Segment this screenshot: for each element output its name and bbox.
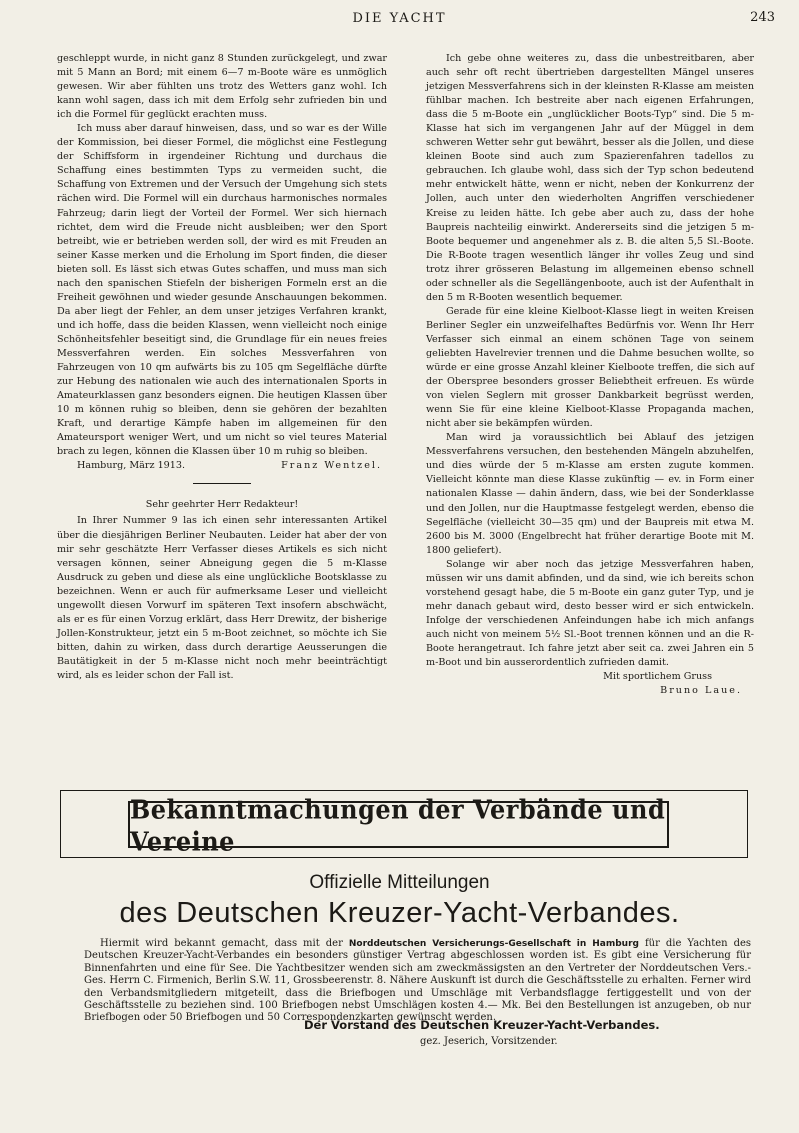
right-column bbox=[426, 52, 754, 698]
place-date: Hamburg, März 1913. bbox=[77, 460, 186, 472]
article-paragraph: geschleppt wurde, in nicht ganz 8 Stunden zurückgelegt, und zwar mit 5 Mann an Bord; mit einem 6—7 m-Boote wäre es unmöglich gewesen. Wir aber fühlten uns trotz des Wetters ganz wohl. Ich kann wohl sagen, dass ich mit dem Erfolg sehr zufrieden bin und ich die Formel für geglückt erachten muss. bbox=[57, 53, 387, 121]
chairman-signature: gez. Jeserich, Vorsitzender. bbox=[420, 1036, 558, 1047]
article-paragraph: Ich muss aber darauf hinweisen, dass, und so war es der Wille der Kommission, bei dieser Formel, die möglichst eine Festlegung der Schiffsform in irgendeiner Richtung und durchaus die Schaffung eines bestimmten Typs zu vermeiden sucht, die Schaffung von Extremen und der Versuch der Umgehung sich stets rächen wird. Die Formel will ein durchaus harmonisches normales Fahrzeug; darin liegt der Vorteil der Formel. Wer sich hiernach richtet, dem wird die Freude nicht ausbleiben; wer den Sport betreibt, wie er betrieben werden soll, der wird es mit Freuden an seiner Kasse merken und die Erholung im Sport finden, die dieser bieten soll. Es lässt sich etwas Gutes schaffen, und muss man sich nach den spanischen Stiefeln der bisherigen Formeln erst an die Freiheit gewöhnen und wieder gesunde Anschauungen bekommen. Da aber liegt der Fehler, an dem unser jetziges Verfahren krankt, und ich hoffe, dass die beiden Klassen, wenn vielleicht noch einige Schönheitsfehler beseitigt sind, die Grundlage für ein neues freies Messverfahren werden. Ein solches Messverfahren von Fahrzeugen von 10 qm aufwärts bis zu 105 qm Segelfläche dürfte zur Hebung des nationalen wie auch des internationalen Sports in Amateurklassen ganz besonders eignen. Die heutigen Klassen über 10 m können ruhig so bleiben, denn sie gehören der bezahlten Kraft, und derartige Kämpfe haben im allgemeinen für den Amateursport weniger Wert, und um nicht so viel teures Material brach zu legen, können die Klassen über 10 m ruhig so bleiben. bbox=[57, 123, 387, 458]
notice-intro: Hiermit wird bekannt gemacht, dass mit der bbox=[100, 938, 343, 949]
announcement-banner bbox=[128, 792, 669, 857]
board-signature: Der Vorstand des Deutschen Kreuzer-Yacht-Verbandes. bbox=[304, 1018, 660, 1032]
notice-body: für die Yachten des Deutschen Kreuzer-Yacht-Verbandes ein besonders günstiger Vertrag abgeschlossen worden ist. Es gibt eine Versicherung für Binnenfahrten und eine für See. Die Yachtbesitzer wenden sich am zweckmässigsten an den Vertreter der Norddeutschen Vers.-Ges. Herrn C. Firmenich, Berlin S.W. 11, Grossbeerenstr. 8. Nähere Auskunft ist durch die Geschäftsstelle zu erhalten. Ferner wird den Verbandsmitgliedern mitgeteilt, dass die Briefbogen und Umschläge mit Verbandsflagge fertiggestellt und von der Geschäftsstelle zu beziehen sind. 100 Briefbogen nebst Umschlägen kosten 4.— Mk. Bei den Bestellungen ist anzugeben, ob nur Briefbogen oder 50 Briefbogen und 50 Correspondenzkarten gewünscht werden. bbox=[84, 938, 752, 1024]
section-divider bbox=[193, 483, 251, 484]
notice-paragraph bbox=[84, 938, 751, 1025]
letter-paragraph: Ich gebe ohne weiteres zu, dass die unbestreitbaren, aber auch sehr oft recht übertrieben dargestellten Mängel unseres jetzigen Messverfahrens sich in der kleinsten R-Klasse am meisten fühlbar machen. Ich bestreite aber nach eigenen Erfahrungen, dass die 5 m-Boote ein „unglücklicher Boots-Typ“ sind. Die 5 m-Klasse hat sich im vergangenen Jahr auf der Müggel in dem schweren Wetter sehr gut bewährt, besser als die Jollen, und diese kleinen Boote sind auch zum Spazierenfahren tadellos zu gebrauchen. Ich glaube wohl, dass sich der Typ schon bedeutend mehr entwickelt hätte, wenn er nicht, neben der Konkurrenz der Jollen, auch unter den wiederholten Angriffen verschiedener Kreise zu leiden hätte. Ich gebe aber auch zu, dass der hohe Baupreis nachteilig einwirkt. Andererseits sind die jetzigen 5 m-Boote bequemer und angenehmer als z. B. die alten 5,5 Sl.-Boote. Die R-Boote tragen wesentlich länger ihr volles Zeug und sind trotz ihrer grösseren Belastung im allgemeinen ebenso schnell oder schneller als die Segellängenboote, auch ist der Aufenthalt in den 5 m R-Booten wesentlich bequemer. bbox=[426, 53, 754, 303]
insurance-company: Norddeutschen Versicherungs-Gesellschaft in Hamburg bbox=[348, 939, 639, 949]
announcement-notice bbox=[84, 938, 751, 1025]
author-name: Franz Wentzel. bbox=[281, 460, 382, 472]
page-number: 243 bbox=[750, 10, 775, 25]
left-column bbox=[57, 52, 387, 683]
letter-signature: Bruno Laue. bbox=[660, 685, 742, 697]
letter-paragraph: Gerade für eine kleine Kielboot-Klasse liegt in weiten Kreisen Berliner Segler ein unzweifelhaftes Bedürfnis vor. Wenn Ihr Herr Verfasser sich einmal an einem schönen Tage von seinem geliebten Havelrevier trennen und die Dahme besuchen wollte, so würde er eine grosse Anzahl kleiner Kielboote treffen, die sich auf der Oberspree besonders grosser Beliebtheit erfreuen. Es würde von vielen Seglern mit grosser Dankbarkeit begrüsst werden, wenn Sie für eine kleine Kielboot-Klasse Propaganda machen, nicht aber sie bekämpfen würden. bbox=[426, 305, 754, 430]
banner-title: Bekanntmachungen der Verbände und Vereine bbox=[130, 792, 666, 857]
letter-closing: Mit sportlichem Gruss bbox=[603, 671, 712, 683]
article-signature-row bbox=[57, 459, 387, 473]
letter-paragraph: Man wird ja voraussichtlich bei Ablauf des jetzigen Messverfahrens versuchen, den bestehenden Mängeln abzuhelfen, und dies würde der 5 m-Klasse am ersten zugute kommen. Vielleicht könnte man diese Klasse zukünftig — ev. in Form einer nationalen Klasse — dahin ändern, dass, wie bei der Sonderklasse und den Jollen, nur die Hauptmasse festgelegt werden, ebenso die Segelfläche (vielleicht 30—35 qm) und der Baupreis mit etwa M. 2600 bis M. 3000 (Engelbrecht hat früher derartige Boote mit M. 1800 geliefert). bbox=[426, 432, 754, 556]
letter-salutation: Sehr geehrter Herr Redakteur! bbox=[145, 499, 299, 511]
letter-paragraph: In Ihrer Nummer 9 las ich einen sehr interessanten Artikel über die diesjährigen Berliner Neubauten. Leider hat aber der von mir sehr geschätzte Herr Verfasser dieses Artikels es sich nicht versagen können, seiner Abneigung gegen die 5 m-Klasse Ausdruck zu geben und diese als eine unglückliche Bootsklasse zu bezeichnen. Wenn er auch für aufmerksame Leser und vielleicht ungewollt diesen Vorwurf im späteren Text insofern abschwächt, als er es für einen Vorzug erklärt, dass Herr Drewitz, der bisherige Jollen-Konstrukteur, jetzt ein 5 m-Boot zeichnet, so möchte ich Sie bitten, dahin zu wirken, dass durch derartige Aeusserungen die Bautätigkeit in der 5 m-Klasse nicht noch mehr beeinträchtigt wird, als es leider schon der Fall ist. bbox=[57, 515, 387, 681]
running-header: DIE YACHT bbox=[352, 11, 447, 26]
letter-paragraph: Solange wir aber noch das jetzige Messverfahren haben, müssen wir uns damit abfinden, und da sind, wie ich bereits schon vorstehend gesagt habe, die 5 m-Boote ein ganz guter Typ, und je mehr danach gebaut wird, desto besser wird er sich entwickeln. Infolge der verschiedenen Anfeindungen habe ich mich anfangs auch nicht von meinem 5½ Sl.-Boot trennen können und an die R-Boote herangetraut. Ich fahre jetzt aber seit ca. zwei Jahren ein 5 m-Boot und bin ausserordentlich zufrieden damit. bbox=[426, 558, 754, 669]
official-title: des Deutschen Kreuzer-Yacht-Verbandes. bbox=[119, 897, 680, 929]
official-subtitle: Offizielle Mitteilungen bbox=[309, 872, 490, 893]
